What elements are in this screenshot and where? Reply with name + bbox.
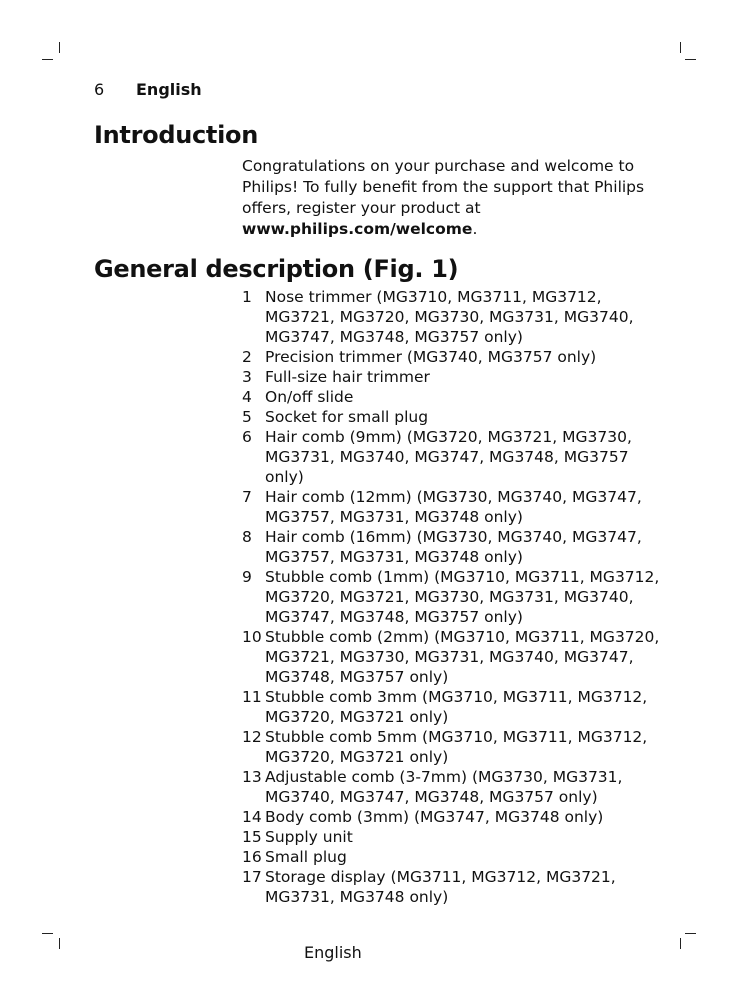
- list-item-number: 16: [242, 848, 262, 866]
- list-item-text: Stubble comb 5mm (MG3710, MG3711, MG3712, MG3720, MG3721 only): [265, 728, 648, 766]
- list-item-text: Precision trimmer (MG3740, MG3757 only): [265, 348, 597, 366]
- introduction-period: .: [472, 220, 478, 238]
- list-item-text: Small plug: [265, 848, 347, 866]
- list-item-number: 5: [242, 408, 252, 426]
- header-language: English: [136, 80, 202, 99]
- list-item: [242, 287, 662, 347]
- list-item-number: 9: [242, 568, 252, 586]
- list-item: [242, 807, 662, 827]
- list-item: [242, 347, 662, 367]
- list-item-text: Nose trimmer (MG3710, MG3711, MG3712, MG3721, MG3720, MG3730, MG3731, MG3740, MG3747, MG3748, MG3757 only): [265, 288, 634, 346]
- crop-mark-top-left-h: [42, 59, 53, 60]
- crop-mark-bottom-right-v: [680, 938, 681, 949]
- list-item: [242, 767, 662, 807]
- list-item: [242, 627, 662, 687]
- list-item: [242, 687, 662, 727]
- list-item-number: 3: [242, 368, 252, 386]
- list-item-text: Hair comb (9mm) (MG3720, MG3721, MG3730, MG3731, MG3740, MG3747, MG3748, MG3757 only): [265, 428, 632, 486]
- list-item-number: 10: [242, 628, 262, 646]
- crop-mark-bottom-right-h: [685, 933, 696, 934]
- list-item: [242, 407, 662, 427]
- introduction-paragraph: [242, 156, 662, 240]
- list-item: [242, 527, 662, 567]
- list-item-text: Stubble comb 3mm (MG3710, MG3711, MG3712, MG3720, MG3721 only): [265, 688, 648, 726]
- page-footer: English: [304, 943, 362, 962]
- list-item-text: Stubble comb (1mm) (MG3710, MG3711, MG3712, MG3720, MG3721, MG3730, MG3731, MG3740, MG3747, MG3748, MG3757 only): [265, 568, 660, 626]
- list-item-number: 8: [242, 528, 252, 546]
- list-item: [242, 727, 662, 767]
- list-item-text: On/off slide: [265, 388, 354, 406]
- list-item-text: Socket for small plug: [265, 408, 429, 426]
- page-number: 6: [94, 80, 105, 99]
- list-item-number: 4: [242, 388, 252, 406]
- list-item-number: 17: [242, 868, 262, 886]
- list-item-text: Hair comb (12mm) (MG3730, MG3740, MG3747, MG3757, MG3731, MG3748 only): [265, 488, 642, 526]
- list-item-text: Body comb (3mm) (MG3747, MG3748 only): [265, 808, 604, 826]
- list-item: [242, 387, 662, 407]
- list-item-text: Adjustable comb (3-7mm) (MG3730, MG3731, MG3740, MG3747, MG3748, MG3757 only): [265, 768, 623, 806]
- list-item-number: 11: [242, 688, 262, 706]
- introduction-heading: Introduction: [94, 121, 258, 149]
- crop-mark-top-right-h: [685, 59, 696, 60]
- list-item-number: 1: [242, 288, 252, 306]
- crop-mark-bottom-left-h: [42, 933, 53, 934]
- list-item: [242, 827, 662, 847]
- general-description-heading: General description (Fig. 1): [94, 255, 459, 283]
- list-item: [242, 867, 662, 907]
- list-item-text: Hair comb (16mm) (MG3730, MG3740, MG3747, MG3757, MG3731, MG3748 only): [265, 528, 642, 566]
- list-item-number: 15: [242, 828, 262, 846]
- crop-mark-bottom-left-v: [59, 938, 60, 949]
- page-header: [94, 80, 202, 99]
- list-item: [242, 427, 662, 487]
- list-item-number: 13: [242, 768, 262, 786]
- crop-mark-top-right-v: [680, 42, 681, 53]
- list-item: [242, 367, 662, 387]
- list-item-text: Stubble comb (2mm) (MG3710, MG3711, MG3720, MG3721, MG3730, MG3731, MG3740, MG3747, MG3748, MG3757 only): [265, 628, 660, 686]
- welcome-link[interactable]: www.philips.com/welcome: [242, 220, 473, 238]
- list-item-text: Supply unit: [265, 828, 353, 846]
- list-item: [242, 847, 662, 867]
- parts-list: [242, 287, 662, 907]
- list-item-text: Storage display (MG3711, MG3712, MG3721, MG3731, MG3748 only): [265, 868, 616, 906]
- list-item: [242, 567, 662, 627]
- crop-mark-top-left-v: [59, 42, 60, 53]
- list-item-number: 14: [242, 808, 262, 826]
- list-item-number: 6: [242, 428, 252, 446]
- list-item-number: 2: [242, 348, 252, 366]
- list-item-number: 7: [242, 488, 252, 506]
- list-item: [242, 487, 662, 527]
- list-item-number: 12: [242, 728, 262, 746]
- list-item-text: Full-size hair trimmer: [265, 368, 430, 386]
- introduction-text: Congratulations on your purchase and welcome to Philips! To fully benefit from the support that Philips offers, register your product at: [242, 157, 645, 217]
